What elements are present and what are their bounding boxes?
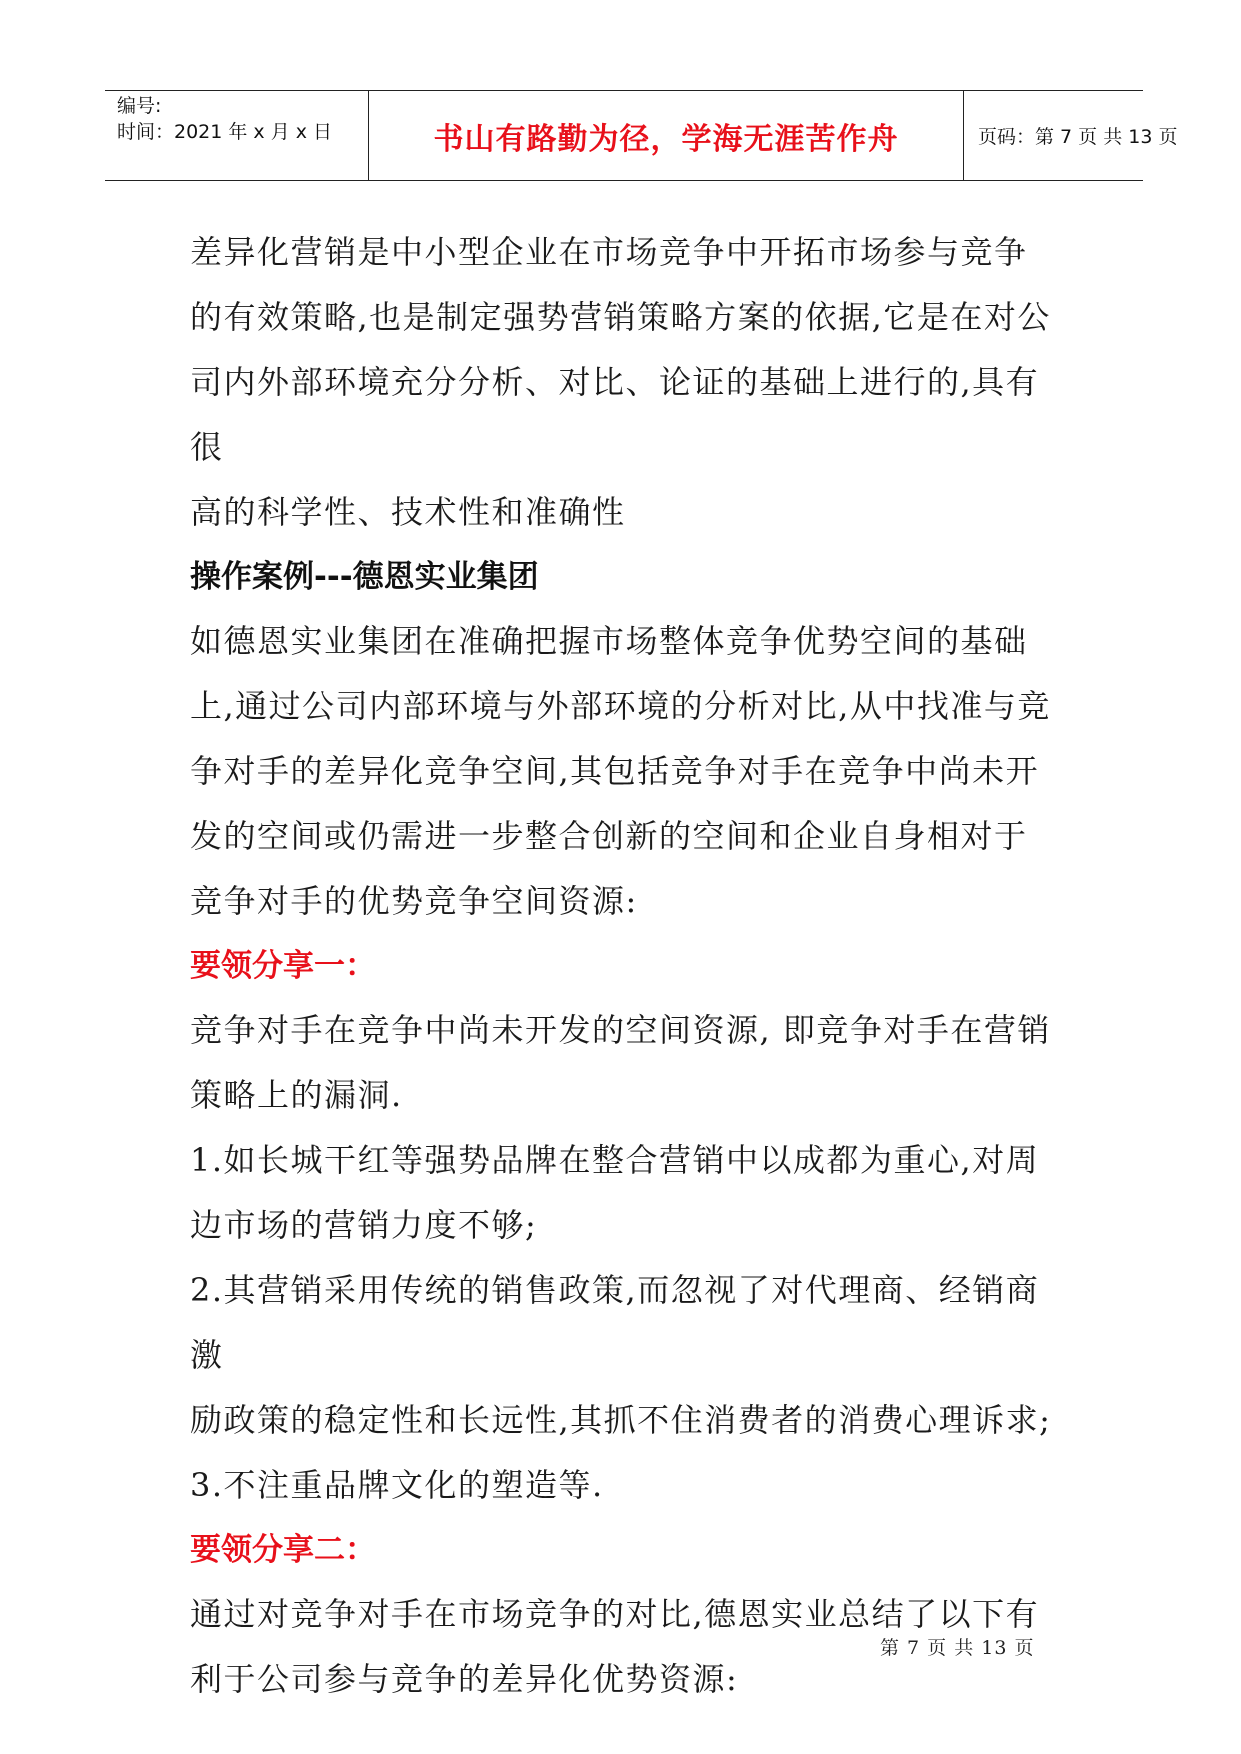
list-item: 3.不注重品牌文化的塑造等.	[190, 1466, 604, 1504]
header-meta-cell	[105, 91, 369, 180]
header-page-cell	[964, 91, 1178, 180]
body-paragraph	[190, 609, 1065, 934]
text-line: 发的空间或仍需进一步整合创新的空间和企业自身相对于	[190, 817, 1028, 855]
body-paragraph	[190, 220, 1065, 545]
page-footer-number: 第 7 页 共 13 页	[880, 1637, 1035, 1659]
text-line: 竞争对手的优势竞争空间资源:	[190, 882, 638, 920]
text-line: 策略上的漏洞.	[190, 1076, 403, 1114]
text-line: 差异化营销是中小型企业在市场竞争中开拓市场参与竞争	[190, 233, 1028, 271]
text-line: 争对手的差异化竞争空间,其包括竞争对手在竞争中尚未开	[190, 752, 1040, 790]
text-line: 通过对竞争对手在市场竞争的对比,德恩实业总结了以下有	[190, 1595, 1040, 1633]
body-paragraph	[190, 998, 1065, 1128]
document-body	[190, 220, 1065, 1712]
text-line: 边市场的营销力度不够;	[190, 1206, 538, 1244]
text-line: 如德恩实业集团在准确把握市场整体竞争优势空间的基础	[190, 622, 1028, 660]
list-item	[190, 1128, 1065, 1258]
text-line: 2.其营销采用传统的销售政策,而忽视了对代理商、经销商激	[190, 1271, 1040, 1374]
text-line: 司内外部环境充分分析、对比、论证的基础上进行的,具有很	[190, 363, 1040, 466]
text-line: 上,通过公司内部环境与外部环境的分析对比,从中找准与竞	[190, 687, 1051, 725]
text-line: 利于公司参与竞争的差异化优势资源:	[190, 1660, 739, 1698]
text-line: 1.如长城干红等强势品牌在整合营销中以成都为重心,对周	[190, 1141, 1040, 1179]
document-date-label: 时间：2021 年 x 月 x 日	[117, 121, 333, 143]
text-line: 竞争对手在竞争中尚未开发的空间资源, 即竞争对手在营销	[190, 1011, 1051, 1049]
case-heading: 操作案例---德恩实业集团	[190, 559, 539, 595]
list-item	[190, 1258, 1065, 1453]
document-number-label: 编号:	[117, 95, 162, 117]
header-motto-cell	[369, 91, 964, 180]
text-line: 的有效策略,也是制定强势营销策略方案的依据,它是在对公	[190, 298, 1051, 336]
point-two-heading: 要领分享二：	[190, 1532, 376, 1568]
point-one-heading: 要领分享一：	[190, 948, 376, 984]
header-motto: 书山有路勤为径，学海无涯苦作舟	[433, 121, 899, 157]
page-header	[105, 90, 1178, 181]
header-page-number: 页码：第 7 页 共 13 页	[978, 126, 1178, 148]
text-line: 高的科学性、技术性和准确性	[190, 493, 626, 531]
text-line: 励政策的稳定性和长远性,其抓不住消费者的消费心理诉求;	[190, 1401, 1052, 1439]
